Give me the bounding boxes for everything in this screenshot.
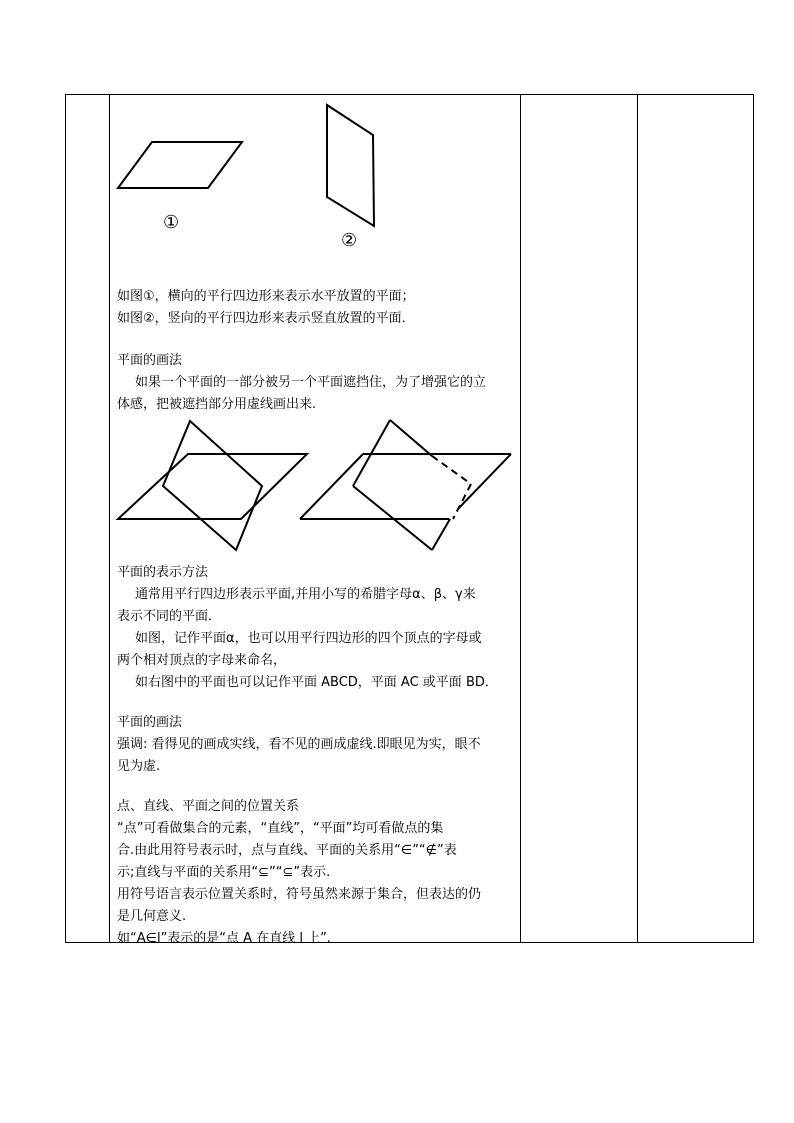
text-line: 如图②，竖向的平行四边形来表示竖直放置的平面． — [117, 311, 415, 326]
plane-right-tilted-edge — [432, 519, 450, 550]
text-line: “点”可看做集合的元素，“直线”，“平面”均可看做点的集 — [117, 821, 444, 836]
text-line: 两个相对顶点的字母来命名， — [117, 653, 287, 668]
plane-right-tilted-edge — [390, 420, 432, 456]
text-line: 用符号语言表示位置关系时，符号虽然来源于集合，但表达的仍 — [117, 887, 482, 902]
text-line: 示;直线与平面的关系用“⊆”“⊆”表示. — [117, 865, 331, 880]
plane-left-horizontal — [118, 454, 307, 519]
text-line: 见为虚. — [117, 759, 161, 774]
hidden-edge — [453, 484, 471, 519]
column-divider — [520, 94, 521, 943]
horizontal-parallelogram — [118, 142, 242, 188]
section-heading: 点、直线、平面之间的位置关系 — [117, 799, 300, 814]
text-line: 是几何意义. — [117, 909, 187, 924]
parallelograms-figure — [110, 95, 520, 265]
text-line: 如果一个平面的一部分被另一个平面遮挡住，为了增强它的立 — [135, 375, 487, 390]
intersecting-planes-figure — [110, 418, 520, 558]
text-line: 通常用平行四边形表示平面,并用小写的希腊字母α、β、γ来 — [135, 587, 476, 602]
text-line: 合.由此用符号表示时，点与直线、平面的关系用“∈”“∉”表 — [117, 843, 457, 858]
vertical-parallelogram — [327, 105, 374, 226]
section-heading: 平面的表示方法 — [117, 565, 209, 580]
text-line: 如右图中的平面也可以记作平面 ABCD，平面 AC 或平面 BD． — [135, 675, 498, 690]
text-line: 如图，记作平面α，也可以用平行四边形的四个顶点的字母或 — [135, 631, 482, 646]
text-line: 强调: 看得见的画成实线，看不见的画成虚线.即眼见为实，眼不 — [117, 737, 481, 752]
text-line: 表示不同的平面． — [117, 609, 222, 624]
plane-left-tilted — [163, 421, 262, 550]
section-heading: 平面的画法 — [117, 715, 183, 730]
figure-label-2: ② — [341, 230, 358, 251]
text-line: 如“A∈l”表示的是“点 A 在直线 l 上”. — [117, 931, 331, 946]
text-line: 体感，把被遮挡部分用虚线画出来. — [117, 397, 317, 412]
section-heading: 平面的画法 — [117, 353, 183, 368]
figure-label-1: ① — [163, 212, 180, 233]
hidden-edge — [432, 456, 471, 484]
text-line: 如图①，横向的平行四边形来表示水平放置的平面； — [117, 289, 415, 304]
column-divider — [637, 94, 638, 943]
